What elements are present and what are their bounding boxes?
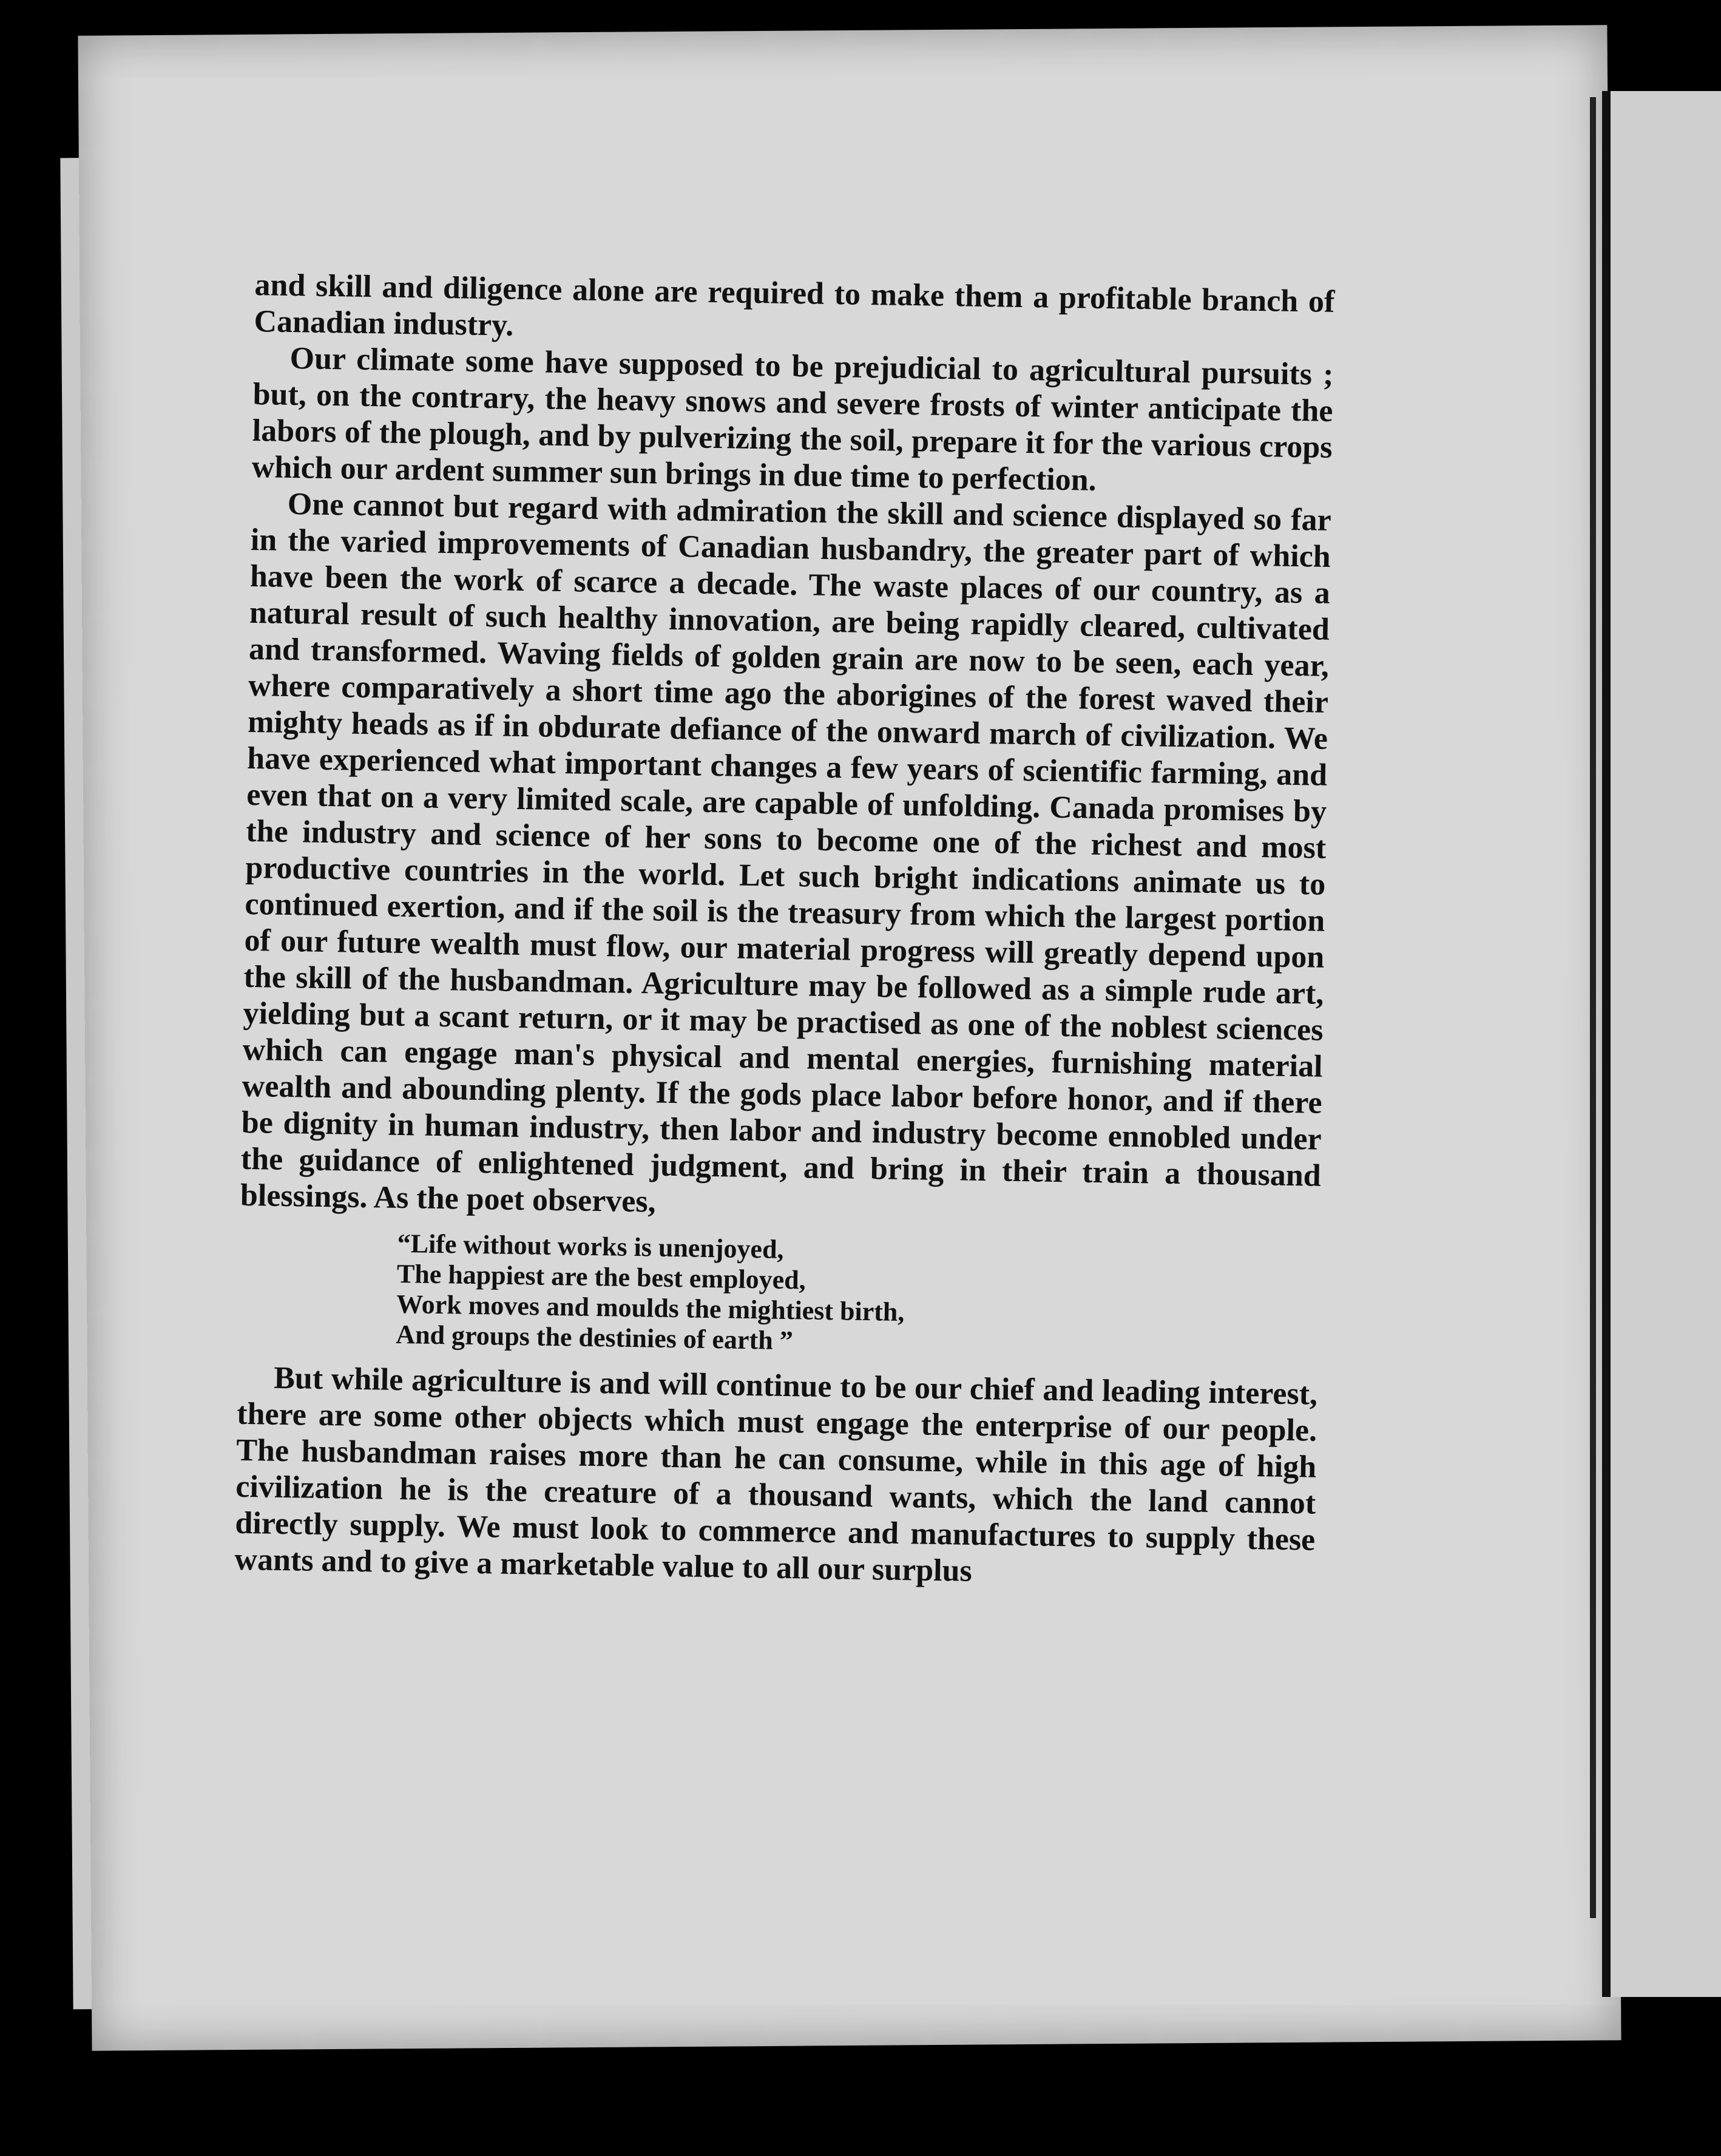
body-text — [234, 267, 1335, 1595]
poem-line: Work moves and moulds the mightiest birth, — [396, 1289, 905, 1327]
poem-quotation — [396, 1229, 1320, 1364]
paragraph-improvements: One cannot but regard with admiration the skill and science displayed so far in the varied improvements of Canadian husbandry, the greater part of which have been the work of scarce a decade. The waste places of our country, as a natural result of such healthy innovation, are being rapidly cleared, cultivated and transformed. Waving fields of golden grain are now to be seen, each year, where comparatively a short time ago the aborigines of the forest waved their mighty heads as if in obdurate defiance of the onward march of civilization. We have experienced what important changes a few years of scientific farming, and even that on a very limited scale, are capable of unfolding. Canada promises by the industry and science of her sons to become one of the richest and most productive countries in the world. Let such bright indications animate us to continued exertion, and if the soil is the treasury from which the largest portion of our future wealth must flow, our material progress will greatly depend upon the skill of the husbandman. Agriculture may be followed as a simple rude art, yielding but a scant return, or it may be practised as one of the noblest sciences which can engage man's physical and mental energies, furnishing material wealth and abounding plenty. If the gods place labor before honor, and if there be dignity in human industry, then labor and industry become ennobled under the guidance of enlightened judgment, and bring in their train a thousand blessings. As the poet observes, — [240, 486, 1332, 1219]
poem-line: “Life without works is unenjoyed, — [397, 1228, 784, 1264]
poem-line: The happiest are the best employed, — [396, 1258, 806, 1295]
paragraph-commerce: But while agriculture is and will continue to be our chief and leading interest, there are some other objects which must engage the enterprise of our people. The husbandman raises more than he can consume, while in this age of high civilization he is the creature of a thousand wants, which the land cannot directly supply. We must look to commerce and manufactures to supply these wants and to give a marketable value to all our surplus — [234, 1360, 1318, 1588]
book-gutter — [1590, 97, 1596, 1918]
facing-page-edge — [1602, 91, 1721, 1997]
paragraph-climate: Our climate some have supposed to be prejudicial to agricultural pursuits ; but, on the contrary, the heavy snows and severe frosts of winter anticipate the labors of the plough, and by pulverizing the soil, prepare it for the various crops which our ardent summer sun brings in due time to perfection. — [251, 341, 1334, 498]
paragraph-continuation: and skill and diligence alone are required to make them a profitable branch of Canadian industry. — [254, 267, 1335, 343]
poem-line: And groups the destinies of earth ” — [396, 1319, 794, 1356]
